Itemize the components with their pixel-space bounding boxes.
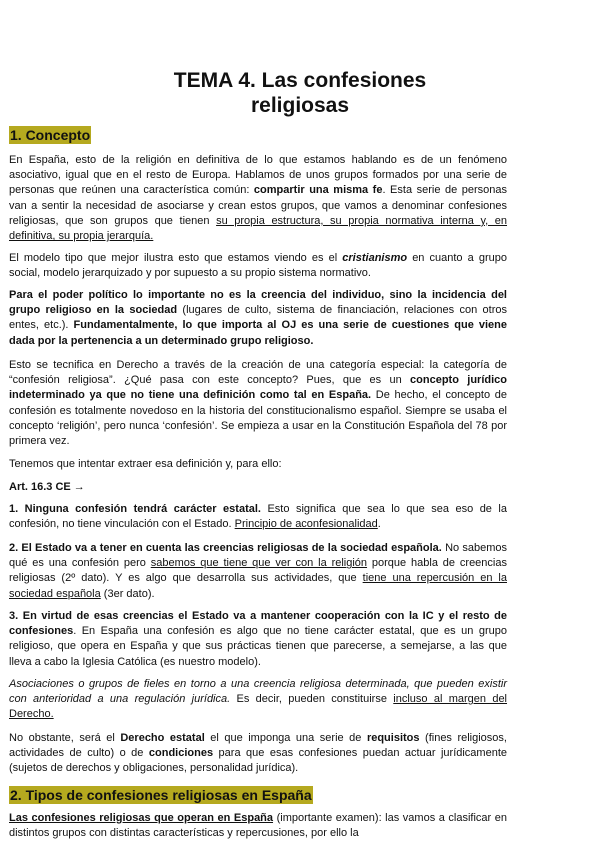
item2-underlined: sabemos que tiene que ver con la religión xyxy=(150,557,368,570)
paragraph-poder-politico xyxy=(9,288,507,349)
poder-bold-2: Fundamentalmente, lo que importa al OJ es una serie de cuestiones que viene dada por la pertenencia a un determinado grupo religioso. xyxy=(9,319,507,347)
derecho-bold-3: condiciones xyxy=(148,747,214,760)
derecho-text-3: (fines religiosos, actividades de culto) o de xyxy=(9,732,507,760)
asociaciones-text: Es decir, pueden constituirse xyxy=(230,693,394,706)
paragraph-derecho-estatal xyxy=(9,731,507,777)
item1-bold: 1. Ninguna confesión tendrá carácter estatal. xyxy=(9,503,261,515)
item2-underlined-2: tiene una repercusión en la sociedad española xyxy=(9,572,507,600)
item1-end: . xyxy=(377,518,381,531)
modelo-bold-italic: cristianismo xyxy=(342,252,408,264)
list-item-3 xyxy=(9,609,507,670)
item2-text-2: porque habla de creencias religiosas (2º dato). Y es algo que desarrolla sus actividades, que xyxy=(9,557,507,585)
item1-underlined: Principio de aconfesionalidad xyxy=(234,518,378,531)
item3-text: . En España una confesión es algo que no tiene carácter estatal, que es un grupo religioso, que opera en España y que sus prácticas tienen que parecerse, a semejarse, a las que lleva a cabo la Iglesia Católica (es nuestro modelo). xyxy=(9,625,507,668)
derecho-text-1: No obstante, será el xyxy=(9,732,121,744)
intro-text-2: . Esta serie de personas van a sentir la necesidad de asociarse y crean estos grupos, que vamos a denominar confesiones religiosas, que son grupos que tienen xyxy=(9,184,508,227)
intro-underlined: su propia estructura, su propia normativa interna y, en definitiva, su propia jerarquía. xyxy=(9,214,508,243)
asociaciones-underlined: incluso al margen del Derecho. xyxy=(9,693,508,721)
modelo-text-2: en cuanto a grupo social, modelo jerarquizado y por supuesto a su propio sistema normativo. xyxy=(9,252,507,280)
list-item-2 xyxy=(9,541,507,602)
poder-bold: Para el poder político lo importante no es la creencia del individuo, sino la incidencia del grupo religioso en la sociedad xyxy=(9,289,507,317)
article-reference: Art. 16.3 CE → xyxy=(9,481,85,493)
paragraph-tecnifica xyxy=(9,358,507,449)
item2-text: No sabemos qué es una confesión pero xyxy=(9,542,507,570)
tipos-text: (importante examen): las vamos a clasificar en distintos grupos con distintas características y repercusiones, por ello la xyxy=(9,812,508,840)
item2-end: (3er dato). xyxy=(100,587,155,600)
page-title xyxy=(0,68,600,118)
derecho-text-4: para que esas confesiones puedan actuar jurídicamente (sujetos de derechos y obligaciones, personalidad jurídica). xyxy=(9,747,507,775)
intro-bold: compartir una misma fe xyxy=(253,184,383,197)
paragraph-modelo xyxy=(9,251,507,281)
section-heading-concepto: 1. Concepto xyxy=(10,127,91,143)
intro-text: En España, esto de la religión en definitiva de lo que estamos hablando es de un fenómeno asociativo, igual que en el resto de Europa. Hablamos de unos grupos formados por una serie de personas que reúnen una característica común: xyxy=(9,154,507,197)
item2-bold: 2. El Estado va a tener en cuenta las creencias religiosas de la sociedad española. xyxy=(9,542,442,554)
title-line-2: religiosas xyxy=(250,94,350,117)
derecho-text-2: el que imponga una serie de xyxy=(204,732,367,744)
tipos-bold-underlined: Las confesiones religiosas que operan en España xyxy=(9,812,274,824)
paragraph-asociaciones xyxy=(9,677,507,723)
paragraph-definicion: Tenemos que intentar extraer esa definición y, para ello: xyxy=(9,458,282,470)
list-item-1 xyxy=(9,502,507,532)
modelo-text: El modelo tipo que mejor ilustra esto que estamos viendo es el xyxy=(9,252,343,264)
derecho-bold-2: requisitos xyxy=(366,732,420,744)
tecnifica-text: Esto se tecnifica en Derecho a través de la creación de una categoría especial: la categoría de “confesión religiosa”. ¿Qué pasa con este concepto? Pues, que es un xyxy=(9,359,507,387)
paragraph-intro xyxy=(9,153,507,244)
poder-text: (lugares de culto, sistema de financiación, relaciones con otros entes, etc.). xyxy=(9,304,508,332)
tecnifica-bold: concepto jurídico indeterminado ya que no tiene una definición como tal en España. xyxy=(9,374,507,402)
title-line-1: TEMA 4. Las confesiones xyxy=(173,69,427,92)
section-heading-tipos: 2. Tipos de confesiones religiosas en España xyxy=(10,787,312,803)
paragraph-tipos xyxy=(9,811,507,841)
item3-bold: 3. En virtud de esas creencias el Estado va a mantener cooperación con la IC y el resto de confesiones xyxy=(9,610,507,638)
item1-text: Esto significa que sea lo que sea eso de la confesión, no tiene vinculación con el Estado. xyxy=(9,503,507,531)
derecho-bold-1: Derecho estatal xyxy=(120,732,205,744)
asociaciones-italic: Asociaciones o grupos de fieles en torno a una creencia religiosa determinada, que pueden existir con anterioridad a una regulación jurídica. xyxy=(9,678,507,706)
tecnifica-text-2: De hecho, el concepto de confesión es totalmente novedoso en la historia del constitucionalismo español. Siempre se usaba el concepto ‘religión’, pero nunca ‘confesión’. Se empieza a usar en la Constitución Española del 78 por primera vez. xyxy=(9,389,507,448)
